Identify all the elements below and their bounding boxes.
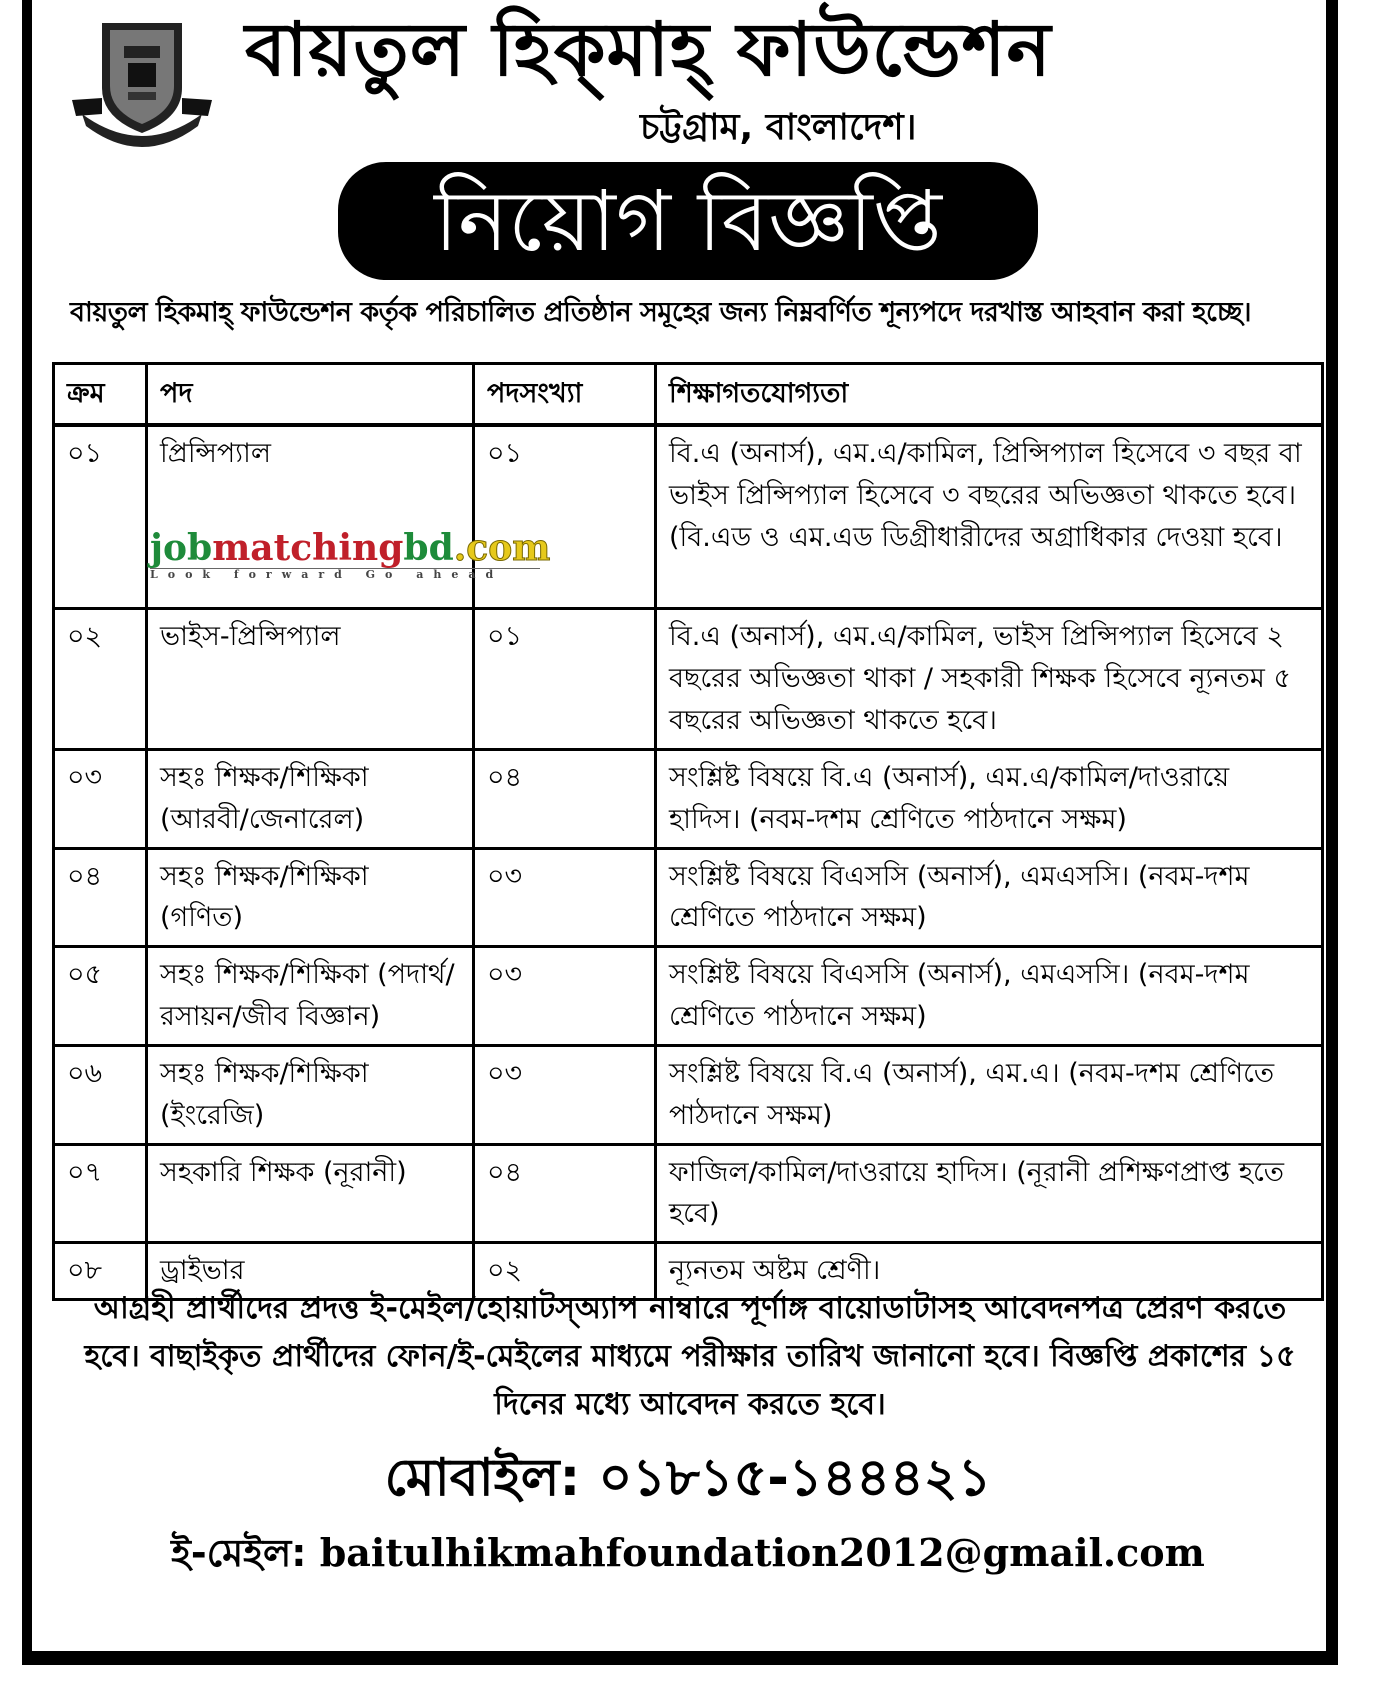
- row-serial: ০৩: [54, 749, 147, 848]
- organization-location: চট্টগ্রাম, বাংলাদেশ।: [640, 107, 917, 148]
- watermark-part-matching: matching: [212, 527, 404, 569]
- notice-title: নিয়োগ বিজ্ঞপ্তি: [338, 162, 1038, 280]
- row-count: ০১: [474, 425, 656, 609]
- header-serial: ক্রম: [54, 364, 147, 425]
- row-serial: ০৭: [54, 1144, 147, 1243]
- table-row: [54, 947, 1323, 1046]
- table-row: [54, 1144, 1323, 1243]
- row-serial: ০২: [54, 609, 147, 750]
- row-qualification: সংশ্লিষ্ট বিষয়ে বি.এ (অনার্স), এম.এ/কামিল/দাওরায়ে হাদিস। (নবম-দশম শ্রেণিতে পাঠদানে সক্ষম): [656, 749, 1323, 848]
- table-row: [54, 1045, 1323, 1144]
- header-count: পদসংখ্যা: [474, 364, 656, 425]
- watermark-part-com: .com: [453, 527, 551, 569]
- row-post: ড্রাইভার: [147, 1243, 474, 1300]
- row-count: ০৪: [474, 1144, 656, 1243]
- row-post: সহকারি শিক্ষক (নূরানী): [147, 1144, 474, 1243]
- row-post: সহঃ শিক্ষক/শিক্ষিকা (আরবী/জেনারেল): [147, 749, 474, 848]
- row-count: ০২: [474, 1243, 656, 1300]
- vacancy-table: [52, 362, 1324, 1301]
- row-post: প্রিন্সিপ্যাল: [147, 425, 474, 609]
- row-post: সহঃ শিক্ষক/শিক্ষিকা (ইংরেজি): [147, 1045, 474, 1144]
- row-qualification: সংশ্লিষ্ট বিষয়ে বিএসসি (অনার্স), এমএসসি। (নবম-দশম শ্রেণিতে পাঠদানে সক্ষম): [656, 947, 1323, 1046]
- organization-name: বায়তুল হিক্‌মাহ্‌ ফাউন্ডেশন: [245, 7, 1052, 93]
- row-post: সহঃ শিক্ষক/শিক্ষিকা (পদার্থ/রসায়ন/জীব বিজ্ঞান): [147, 947, 474, 1046]
- table-row: [54, 848, 1323, 947]
- row-count: ০৪: [474, 749, 656, 848]
- row-qualification: বি.এ (অনার্স), এম.এ/কামিল, ভাইস প্রিন্সিপ্যাল হিসেবে ২ বছরের অভিজ্ঞতা থাকা / সহকারী শিক্ষক হিসেবে ন্যূনতম ৫ বছরের অভিজ্ঞতা থাকতে হবে।: [656, 609, 1323, 750]
- watermark-tagline: Look forward Go ahead: [150, 568, 540, 580]
- row-count: ০১: [474, 609, 656, 750]
- row-serial: ০৪: [54, 848, 147, 947]
- row-serial: ০৫: [54, 947, 147, 1046]
- mobile-contact: [0, 1437, 1376, 1524]
- row-qualification: বি.এ (অনার্স), এম.এ/কামিল, প্রিন্সিপ্যাল হিসেবে ৩ বছর বা ভাইস প্রিন্সিপ্যাল হিসেবে ৩ বছরের অভিজ্ঞতা থাকতে হবে। (বি.এড ও এম.এড ডিগ্রীধারীদের অগ্রাধিকার দেওয়া হবে।: [656, 425, 1323, 609]
- row-serial: ০৬: [54, 1045, 147, 1144]
- row-qualification: ফাজিল/কামিল/দাওরায়ে হাদিস। (নূরানী প্রশিক্ষণপ্রাপ্ত হতে হবে): [656, 1144, 1323, 1243]
- mobile-number: ০১৮১৫-১৪৪৪২১: [598, 1448, 992, 1508]
- email-address: baitulhikmahfoundation2012@gmail.com: [319, 1530, 1205, 1575]
- table-row: [54, 425, 1323, 609]
- row-qualification: ন্যূনতম অষ্টম শ্রেণী।: [656, 1243, 1323, 1300]
- row-post: সহঃ শিক্ষক/শিক্ষিকা (গণিত): [147, 848, 474, 947]
- watermark-part-bd: bd: [403, 527, 454, 569]
- row-qualification: সংশ্লিষ্ট বিষয়ে বিএসসি (অনার্স), এমএসসি। (নবম-দশম শ্রেণিতে পাঠদানে সক্ষম): [656, 848, 1323, 947]
- row-serial: ০৮: [54, 1243, 147, 1300]
- application-instructions: আগ্রহী প্রার্থীদের প্রদত্ত ই-মেইল/হোয়াটস্‌অ্যাপ নাম্বারে পূর্ণাঙ্গ বায়োডাটাসহ আবেদনপত্র প্রেরণ করতে হবে। বাছাইকৃত প্রার্থীদের ফোন/ই-মেইলের মাধ্যমে পরীক্ষার তারিখ জানানো হবে। বিজ্ঞপ্তি প্রকাশের ১৫ দিনের মধ্যে আবেদন করতে হবে।: [84, 1291, 1296, 1422]
- email-label: ই-মেইল:: [171, 1531, 307, 1575]
- header-post: পদ: [147, 364, 474, 425]
- email-contact: [0, 1524, 1376, 1588]
- intro-text: বায়তুল হিকমাহ্‌ ফাউন্ডেশন কর্তৃক পরিচালিত প্রতিষ্ঠান সমূহের জন্য নিম্নবর্ণিত শূন্যপদে দরখাস্ত আহবান করা হচ্ছে।: [70, 297, 1252, 328]
- row-qualification: সংশ্লিষ্ট বিষয়ে বি.এ (অনার্স), এম.এ। (নবম-দশম শ্রেণিতে পাঠদানে সক্ষম): [656, 1045, 1323, 1144]
- mobile-label: মোবাইল:: [384, 1448, 581, 1508]
- header-qualification: শিক্ষাগতযোগ্যতা: [656, 364, 1323, 425]
- row-post: ভাইস-প্রিন্সিপ্যাল: [147, 609, 474, 750]
- row-count: ০৩: [474, 1045, 656, 1144]
- watermark-part-job: job: [150, 527, 213, 569]
- table-header-row: [54, 364, 1323, 425]
- row-count: ০৩: [474, 848, 656, 947]
- table-row: [54, 609, 1323, 750]
- table-row: [54, 749, 1323, 848]
- shield-crest-icon: [72, 18, 212, 148]
- watermark-logo: [150, 527, 551, 581]
- row-count: ০৩: [474, 947, 656, 1046]
- row-serial: ০১: [54, 425, 147, 609]
